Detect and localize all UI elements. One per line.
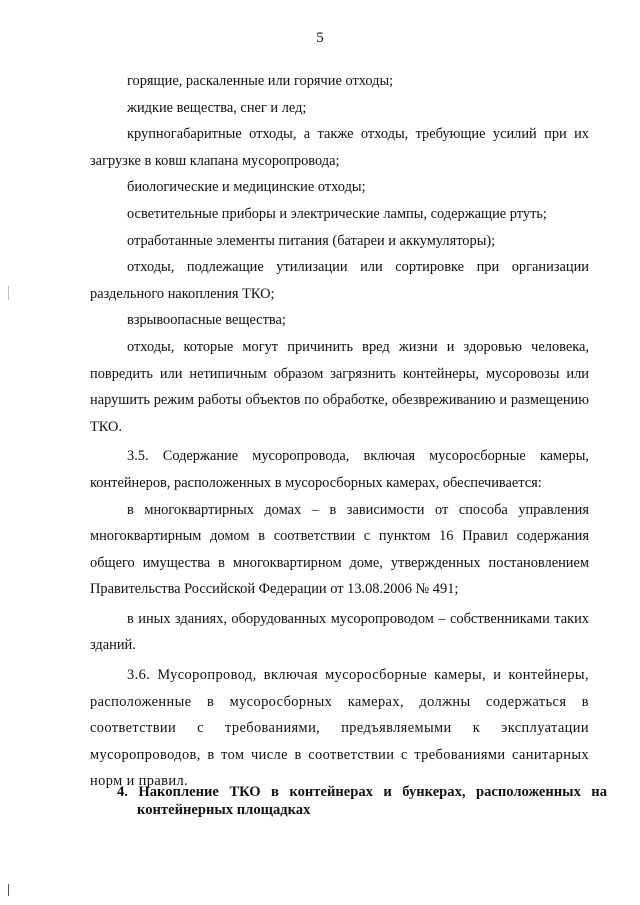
scan-margin-mark: [8, 286, 9, 300]
list-item-hazardous-waste: отходы, которые могут причинить вред жизни и здоровью человека, повредить или нетипичным образом загрязнить контейнеры, мусоровозы или нарушить режим работы объектов по обработке, обезвреживанию и размещению ТКО.: [90, 338, 589, 435]
clause-3-6: 3.6. Мусоропровод, включая мусоросборные камеры, и контейнеры, расположенные в мусоросборных камерах, должны содержаться в соответствии с требованиями, предъявляемыми к эксплуатации мусоропроводов, в том числе в соответствии с требованиями санитарных норм и правил.: [90, 667, 589, 790]
clause-3-5: 3.5. Содержание мусоропровода, включая мусоросборные камеры, контейнеров, расположенных в мусоросборных камерах, обеспечивается:: [90, 448, 589, 491]
section-heading: 4. Накопление ТКО в контейнерах и бункерах, расположенных на контейнерных площадках: [117, 784, 607, 818]
list-item-mercury-lamps: осветительные приборы и электрические лампы, содержащие ртуть;: [127, 205, 547, 222]
page-number: 5: [316, 30, 324, 46]
document-body: [90, 68, 589, 795]
clause-3-5-other-buildings: в иных зданиях, оборудованных мусоропроводом – собственниками таких зданий.: [90, 610, 589, 654]
list-item-recyclables: отходы, подлежащие утилизации или сортировке при организации раздельного накопления ТКО;: [90, 259, 589, 302]
list-item-medical-waste: биологические и медицинские отходы;: [127, 179, 366, 196]
list-item-explosives: взрывоопасные вещества;: [127, 312, 286, 329]
clause-3-5-apartment-buildings: в многоквартирных домах – в зависимости от способа управления многоквартирным домом в соответствии с пунктом 16 Правил содержания общего имущества в многоквартирном доме, утвержденных постановлением Правительства Российской Федерации от 13.08.2006 № 491;: [90, 501, 589, 598]
list-item-liquids: жидкие вещества, снег и лед;: [127, 99, 307, 116]
list-item-bulky-waste: крупногабаритные отходы, а также отходы, требующие усилий при их загрузке в ковш клапана мусоропровода;: [90, 126, 589, 169]
list-item-hot-waste: горящие, раскаленные или горячие отходы;: [127, 73, 394, 89]
list-item-batteries: отработанные элементы питания (батареи и аккумуляторы);: [127, 232, 496, 249]
scan-margin-mark: [8, 884, 9, 896]
